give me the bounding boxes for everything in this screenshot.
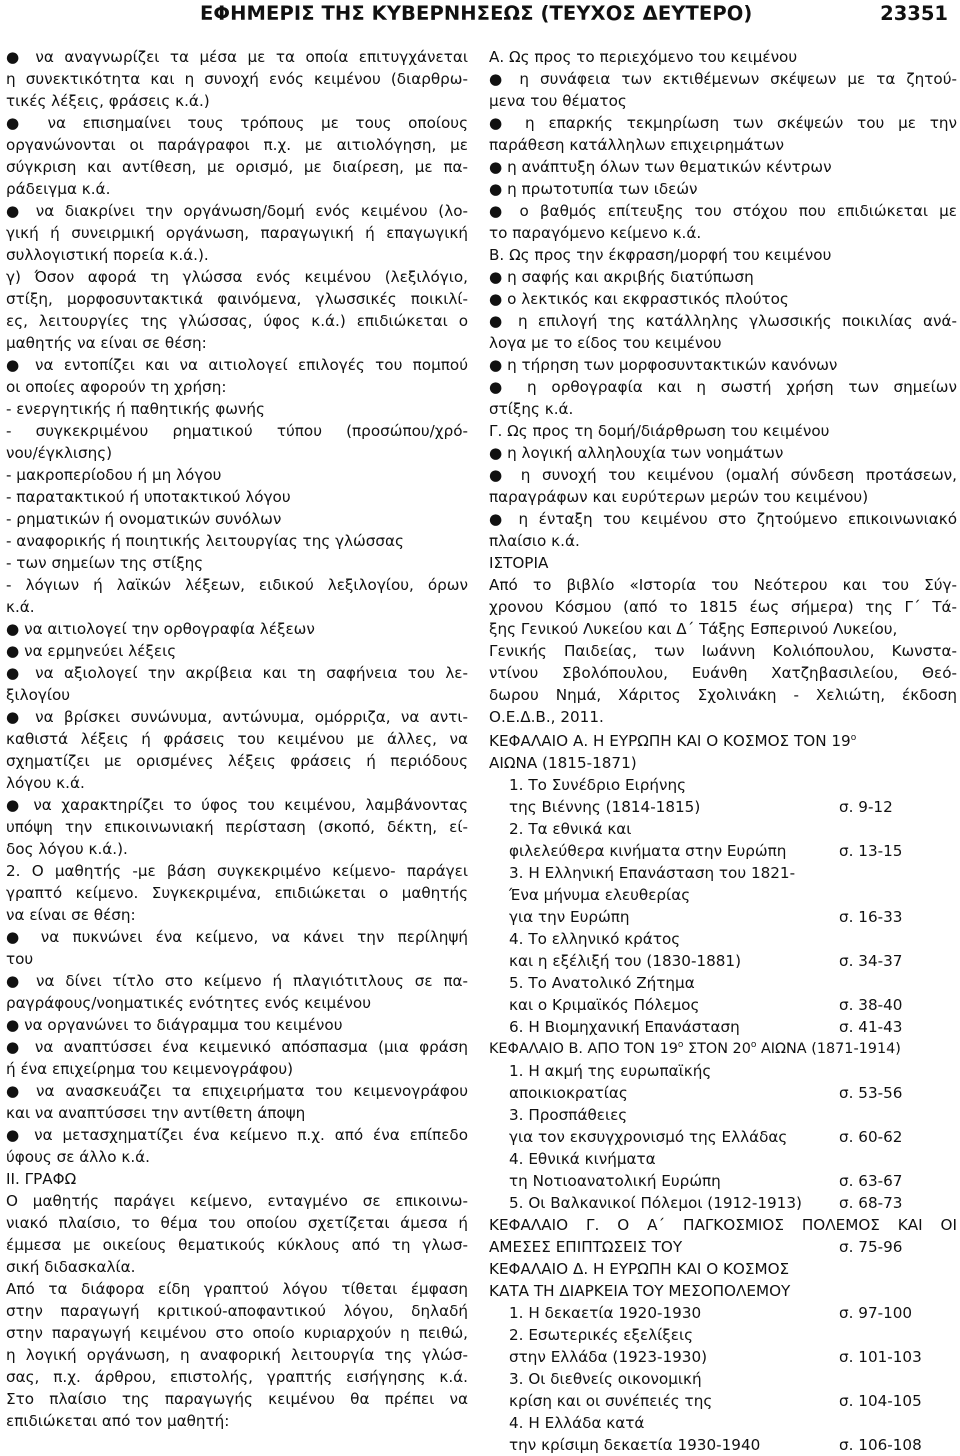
text-line: ● η τήρηση των μορφοσυντακτικών κανόνων (489, 356, 838, 374)
text-line: παραγράφων και ευρύτερων μερών του κειμένου) (489, 488, 869, 506)
text-line: - ρηματικών ή ονοματικών συνόλων (6, 510, 282, 528)
chapter-d-heading: ΚΕΦΑΛΑΙΟ Δ. Η ΕΥΡΩΠΗ ΚΑΙ Ο ΚΟΣΜΟΣ (489, 1260, 790, 1278)
text-line: τικές λέξεις, φράσεις κ.ά.) (6, 92, 210, 110)
text-line: του (6, 950, 34, 968)
toc-entry-title: και ο Κριμαϊκός Πόλεμος (509, 996, 700, 1014)
toc-entry-page (839, 1324, 957, 1346)
toc-chapter-b (489, 1060, 957, 1214)
text-line: ξης Γενικού Λυκείου και Δ΄ Τάξης Εσπερινού Λυκείου, (489, 620, 898, 638)
toc-entry-page: σ. 106-108 (839, 1436, 922, 1454)
text-line: νιακό πλαίσιο, το θέμα του οποίου σχετίζεται άμεσα ή (6, 1214, 468, 1232)
text-line: ● να αξιολογεί την ακρίβεια και τη σαφήνεια του λε- (6, 664, 468, 682)
text-line: παράθεση κατάλληλων επιχειρημάτων (489, 136, 785, 154)
text-line: Ο.Ε.Δ.Β., 2011. (489, 708, 604, 726)
toc-entry (489, 1126, 957, 1148)
text-line: σύγκριση και αντίθεση, με ορισμό, με διαίρεση, με πα- (6, 158, 468, 176)
toc-entry (489, 774, 957, 796)
toc-entry (489, 906, 957, 928)
toc-entry (489, 1192, 957, 1214)
toc-entry-page: σ. 9-12 (839, 798, 893, 816)
text-line: κ.ά. (6, 598, 35, 616)
text-line: 2. Ο μαθητής -με βάση συγκεκριμένο κείμενο- παράγει (6, 862, 468, 880)
toc-entry-page (839, 1148, 957, 1170)
text-line: ● η λογική αλληλουχία των νοημάτων (489, 444, 784, 462)
chapter-c-heading-2: ΑΜΕΣΕΣ ΕΠΙΠΤΩΣΕΙΣ ΤΟΥ σ. 75-96 (489, 1238, 903, 1256)
text-line: μενα του θέματος (489, 92, 627, 110)
toc-entry (489, 1412, 957, 1434)
toc-entry (489, 1390, 957, 1412)
text-line: ● η συνάφεια των εκτιθέμενων σκέψεων με τα ζητού- (489, 70, 957, 88)
text-line: ● να βρίσκει συνώνυμα, αντώνυμα, ομόρριζα, να αντι- (6, 708, 468, 726)
text-line: ● να οργανώνει το διάγραμμα του κειμένου (6, 1016, 343, 1034)
text-line: Από το βιβλίο «Ιστορία του Νεότερου και του Σύγ- (489, 576, 957, 594)
toc-entry-title: αποικιοκρατίας (509, 1084, 628, 1102)
text-line: νου/έγκλισης) (6, 444, 113, 462)
toc-entry-title: της Βιέννης (1814-1815) (509, 798, 701, 816)
text-line: Από τα διάφορα είδη γραπτού λόγου τίθεται έμφαση (6, 1280, 468, 1298)
toc-entry-title: τη Νοτιοανατολική Ευρώπη (509, 1172, 721, 1190)
toc-entry (489, 928, 957, 950)
text-line: γ) Όσον αφορά τη γλώσσα ενός κειμένου (λεξιλόγιο, (6, 268, 468, 286)
toc-chapter-a (489, 774, 957, 1038)
text-line: - μακροπερίοδου ή μη λόγου (6, 466, 222, 484)
toc-entry-page: σ. 101-103 (839, 1348, 922, 1366)
toc-entry-title: 1. Το Συνέδριο Ειρήνης (509, 776, 687, 794)
text-line: στίξης κ.ά. (489, 400, 574, 418)
toc-entry-title: 3. Προσπάθειες (509, 1106, 628, 1124)
assessment-criteria (489, 46, 957, 728)
text-line: ● η ανάπτυξη όλων των θεματικών κέντρων (489, 158, 832, 176)
text-line: - λόγιων ή λαϊκών λέξεων, ειδικού λεξιλογίου, όρων (6, 576, 468, 594)
text-line: - ενεργητικής ή παθητικής φωνής (6, 400, 265, 418)
toc-entry-page (839, 884, 957, 906)
toc-entry-page (839, 818, 957, 840)
toc-entry-page (839, 774, 957, 796)
toc-entry (489, 1170, 957, 1192)
text-line: ξιλογίου (6, 686, 71, 704)
chapter-c-heading: ΚΕΦΑΛΑΙΟ Γ. Ο Α΄ ΠΑΓΚΟΣΜΙΟΣ ΠΟΛΕΜΟΣ ΚΑΙ ΟΙ (489, 1216, 957, 1234)
text-line: ● η συνοχή του κειμένου (ομαλή σύνδεση προτάσεων, (489, 466, 957, 484)
text-line: ● ο βαθμός επίτευξης του στόχου που επιδιώκεται με (489, 202, 957, 220)
toc-entry (489, 1148, 957, 1170)
text-line: ντίνου Σβολόπουλου, Ευάνθη Χατζηβασιλείου, Θεό- (489, 664, 957, 682)
text-line: σχηματίζει με ορισμένες λέξεις φράσεις ή περιόδους (6, 752, 468, 770)
toc-entry-title: Ένα μήνυμα ελευθερίας (509, 886, 691, 904)
text-line: Στο πλαίσιο της παραγωγής κειμένου θα πρέπει να (6, 1390, 468, 1408)
text-line: Α. Ως προς το περιεχόμενο του κειμένου (489, 48, 798, 66)
gazette-title: ΕΦΗΜΕΡΙΣ ΤΗΣ ΚΥΒΕΡΝΗΣΕΩΣ (ΤΕΥΧΟΣ ΔΕΥΤΕΡΟ) (200, 2, 753, 25)
toc-entry-title: 2. Εσωτερικές εξελίξεις (509, 1326, 694, 1344)
text-line: ● να αιτιολογεί την ορθογραφία λέξεων (6, 620, 315, 638)
toc-entry-title: 3. Η Ελληνική Επανάσταση του 1821- (509, 864, 796, 882)
text-line: ● να ερμηνεύει λέξεις (6, 642, 177, 660)
toc-entry-title: 4. Το ελληνικό κράτος (509, 930, 681, 948)
toc-chapter-d (489, 1302, 957, 1456)
toc-entry (489, 1060, 957, 1082)
text-line: ● να επισημαίνει τους τρόπους με τους οποίους (6, 114, 468, 132)
text-line: - των σημείων της στίξης (6, 554, 204, 572)
text-line: ● να διακρίνει την οργάνωση/δομή ενός κειμένου (λο- (6, 202, 468, 220)
toc-entry-page: σ. 34-37 (839, 952, 903, 970)
text-line: Ο μαθητής παράγει κείμενο, ενταγμένο σε επικοινω- (6, 1192, 468, 1210)
toc-entry (489, 862, 957, 884)
toc-entry-title: για τον εκσυγχρονισμό της Ελλάδας (509, 1128, 788, 1146)
text-line: ● να πυκνώνει ένα κείμενο, να κάνει την περίληψή (6, 928, 468, 946)
toc-entry-title: 5. Το Ανατολικό Ζήτημα (509, 974, 695, 992)
toc-entry (489, 1104, 957, 1126)
toc-entry-title: 5. Οι Βαλκανικοί Πόλεμοι (1912-1913) (509, 1194, 802, 1212)
text-line: Β. Ως προς την έκφραση/μορφή του κειμένου (489, 246, 832, 264)
chapter-a-heading: ΚΕΦΑΛΑΙΟ Α. Η ΕΥΡΩΠΗ ΚΑΙ Ο ΚΟΣΜΟΣ ΤΟΝ $19^o$ (489, 732, 857, 750)
text-line: γική ή συνειρμική οργάνωση, παραγωγική ή επαγωγική (6, 224, 468, 242)
text-line: στίξη, μορφοσυντακτικά φαινόμενα, γλωσσικές ποικιλί- (6, 290, 468, 308)
text-line: γραπτό κείμενο. Συγκεκριμένα, επιδιώκεται ο μαθητής (6, 884, 468, 902)
text-line: στην παραγωγή κειμένου στο οποίο κυριαρχούν η πειθώ, (6, 1324, 468, 1342)
toc-entry-page (839, 928, 957, 950)
text-line: ● η ένταξη του κειμένου στο ζητούμενο επικοινωνιακό (489, 510, 957, 528)
toc-entry-page: σ. 104-105 (839, 1392, 922, 1410)
text-line: δος λόγου κ.ά.). (6, 840, 128, 858)
text-line: η συνεκτικότητα και η συνοχή ενός κειμένου (διαρθρω- (6, 70, 468, 88)
toc-entry-page: σ. 68-73 (839, 1194, 903, 1212)
text-line: μαθητής να είναι σε θέση: (6, 334, 207, 352)
toc-entry-page: σ. 16-33 (839, 908, 903, 926)
toc-entry-title: 4. Η Ελλάδα κατά (509, 1414, 645, 1432)
text-line: ● να αναγνωρίζει τα μέσα με τα οποία επιτυγχάνεται (6, 48, 468, 66)
text-line: - συγκεκριμένου ρηματικού τύπου (προσώπου/χρό- (6, 422, 468, 440)
text-line: σας, π.χ. άρθρου, επιστολής, γραπτής εισήγησης κ.ά. (6, 1368, 468, 1386)
toc-entry (489, 1016, 957, 1038)
toc-entry-page: σ. 38-40 (839, 996, 903, 1014)
toc-entry (489, 950, 957, 972)
toc-entry (489, 1346, 957, 1368)
page-number: 23351 (880, 2, 948, 25)
text-line: στην παραγωγή κριτικού-αποφαντικού λόγου, δηλαδή (6, 1302, 468, 1320)
text-line: - παρατακτικού ή υποτακτικού λόγου (6, 488, 291, 506)
toc-entry (489, 818, 957, 840)
toc-entry-title: φιλελεύθερα κινήματα στην Ευρώπη (509, 842, 787, 860)
toc-entry (489, 1434, 957, 1456)
left-column (6, 46, 468, 1432)
toc-entry-page (839, 1412, 957, 1434)
text-line: ● η σαφής και ακριβής διατύπωση (489, 268, 754, 286)
toc-entry-title: 2. Τα εθνικά και (509, 820, 632, 838)
text-line: και να αναπτύσσει την αντίθετη άποψη (6, 1104, 306, 1122)
toc-entry (489, 972, 957, 994)
text-line: λόγου κ.ά. (6, 774, 85, 792)
text-line: Γ. Ως προς τη δομή/διάρθρωση του κειμένου (489, 422, 830, 440)
toc-entry-page: σ. 97-100 (839, 1304, 913, 1322)
text-line: ● να δίνει τίτλο στο κείμενο ή πλαγιότιτλους σε πα- (6, 972, 468, 990)
toc-entry-page: σ. 60-62 (839, 1128, 903, 1146)
toc-entry-title: 6. Η Βιομηχανική Επανάσταση (509, 1018, 740, 1036)
page-header (0, 0, 960, 36)
text-line: σική διδασκαλία. (6, 1258, 136, 1276)
text-line: έμμεσα με οικείους θεματικούς κύκλους από τη γλωσ- (6, 1236, 468, 1254)
toc-entry-page (839, 1104, 957, 1126)
text-line: το παραγόμενο κείμενο κ.ά. (489, 224, 702, 242)
text-line: καθιστά λέξεις ή φράσεις του κειμένου με άλλες, να (6, 730, 468, 748)
toc-entry-title: 4. Εθνικά κινήματα (509, 1150, 656, 1168)
text-line: ● ο λεκτικός και εκφραστικός πλούτος (489, 290, 789, 308)
toc-entry (489, 796, 957, 818)
text-line: ● να εντοπίζει και να αιτιολογεί επιλογές του πομπού (6, 356, 468, 374)
toc-entry-title: 3. Οι διεθνείς οικονομική (509, 1370, 702, 1388)
text-line: ● να μετασχηματίζει ένα κείμενο π.χ. από ένα επίπεδο (6, 1126, 468, 1144)
toc-entry-title: και η εξέλιξή του (1830-1881) (509, 952, 742, 970)
toc-entry (489, 840, 957, 862)
text-line: οι οποίες αφορούν τη χρήση: (6, 378, 227, 396)
toc-entry-title: στην Ελλάδα (1923-1930) (509, 1348, 708, 1366)
chapter-d-heading-2: ΚΑΤΑ ΤΗ ΔΙΑΡΚΕΙΑ ΤΟΥ ΜΕΣΟΠΟΛΕΜΟΥ (489, 1282, 791, 1300)
chapter-b-heading: ΚΕΦΑΛΑΙΟ Β. ΑΠΟ ΤΟΝ $19^o$ ΣΤΟΝ $20^o$ ΑΙΩΝΑ (1871-1914) (489, 1040, 901, 1057)
text-line: ράδειγμα κ.ά. (6, 180, 111, 198)
text-line: λογα με το είδος του κειμένου (489, 334, 722, 352)
text-line: πλαίσιο κ.ά. (489, 532, 580, 550)
toc-entry (489, 1324, 957, 1346)
toc-entry-page: σ. 63-67 (839, 1172, 903, 1190)
toc-entry-title: την κρίσιμη δεκαετία 1930-1940 (509, 1436, 761, 1454)
text-line: συλλογιστική πορεία κ.ά.). (6, 246, 209, 264)
text-line: ύφους σε άλλο κ.ά. (6, 1148, 151, 1166)
toc-entry-page: σ. 13-15 (839, 842, 903, 860)
text-line: χρονου Κόσμου (από το 1815 έως σήμερα) της Γ΄ Τά- (489, 598, 957, 616)
text-line: οργανώνονται οι παράγραφοι π.χ. με αιτιολόγηση, με (6, 136, 468, 154)
text-line: ΙΣΤΟΡΙΑ (489, 554, 549, 572)
text-line: Γενικής Παιδείας, των Ιωάννη Κολιόπουλου, Κωνστα- (489, 642, 957, 660)
toc-entry (489, 994, 957, 1016)
text-line: ● η επιλογή της κατάλληλης γλωσσικής ποικιλίας ανά- (489, 312, 957, 330)
toc-entry (489, 1368, 957, 1390)
text-line: ες, λειτουργίες της γλώσσας, ύφος κ.ά.) επιδιώκεται ο (6, 312, 468, 330)
text-line: υπόψη την επικοινωνιακή περίσταση (σκοπό, δέκτη, εί- (6, 818, 468, 836)
toc-entry-title: 1. Η δεκαετία 1920-1930 (509, 1304, 702, 1322)
toc-entry-page (839, 1060, 957, 1082)
toc-entry-title: 1. Η ακμή της ευρωπαϊκής (509, 1062, 712, 1080)
toc-entry-page (839, 972, 957, 994)
text-line: ή ένα επιχείρημα του κειμενογράφου) (6, 1060, 294, 1078)
toc-entry-page (839, 862, 957, 884)
toc-entry-page: σ. 41-43 (839, 1018, 903, 1036)
text-line: ● η επαρκής τεκμηρίωση των σκέψεών του με την (489, 114, 957, 132)
text-line: δωρου Νημά, Χάριτος Σχολινάκη - Χελιώτη, έκδοση (489, 686, 957, 704)
right-column (489, 46, 957, 1456)
chapter-a-heading-2: ΑΙΩΝΑ (1815-1871) (489, 754, 637, 772)
text-line: ● η ορθογραφία και η σωστή χρήση των σημείων (489, 378, 957, 396)
text-line: ραγράφους/νοηματικές ενότητες ενός κειμένου (6, 994, 371, 1012)
text-line: ● να χαρακτηρίζει το ύφος του κειμένου, λαμβάνοντας (6, 796, 468, 814)
text-line: ● η πρωτοτυπία των ιδεών (489, 180, 698, 198)
toc-entry (489, 1302, 957, 1324)
toc-entry-page (839, 1368, 957, 1390)
text-line: ΙΙ. ΓΡΑΦΩ (6, 1170, 77, 1188)
toc-entry (489, 884, 957, 906)
text-line: ● να αναπτύσσει ένα κειμενικό απόσπασμα (μια φράση (6, 1038, 468, 1056)
text-line: επιδιώκεται από τον μαθητή: (6, 1412, 230, 1430)
text-line: η λογική οργάνωση, η αναφορική λειτουργία της γλώσ- (6, 1346, 468, 1364)
text-line: να είναι σε θέση: (6, 906, 136, 924)
toc-entry (489, 1082, 957, 1104)
toc-entry-title: για την Ευρώπη (509, 908, 630, 926)
text-line: - αναφορικής ή ποιητικής λειτουργίας της γλώσσας (6, 532, 404, 550)
toc-entry-title: κρίση και οι συνέπειές της (509, 1392, 713, 1410)
toc-entry-page: σ. 53-56 (839, 1084, 903, 1102)
text-line: ● να ανασκευάζει τα επιχειρήματα του κειμενογράφου (6, 1082, 468, 1100)
